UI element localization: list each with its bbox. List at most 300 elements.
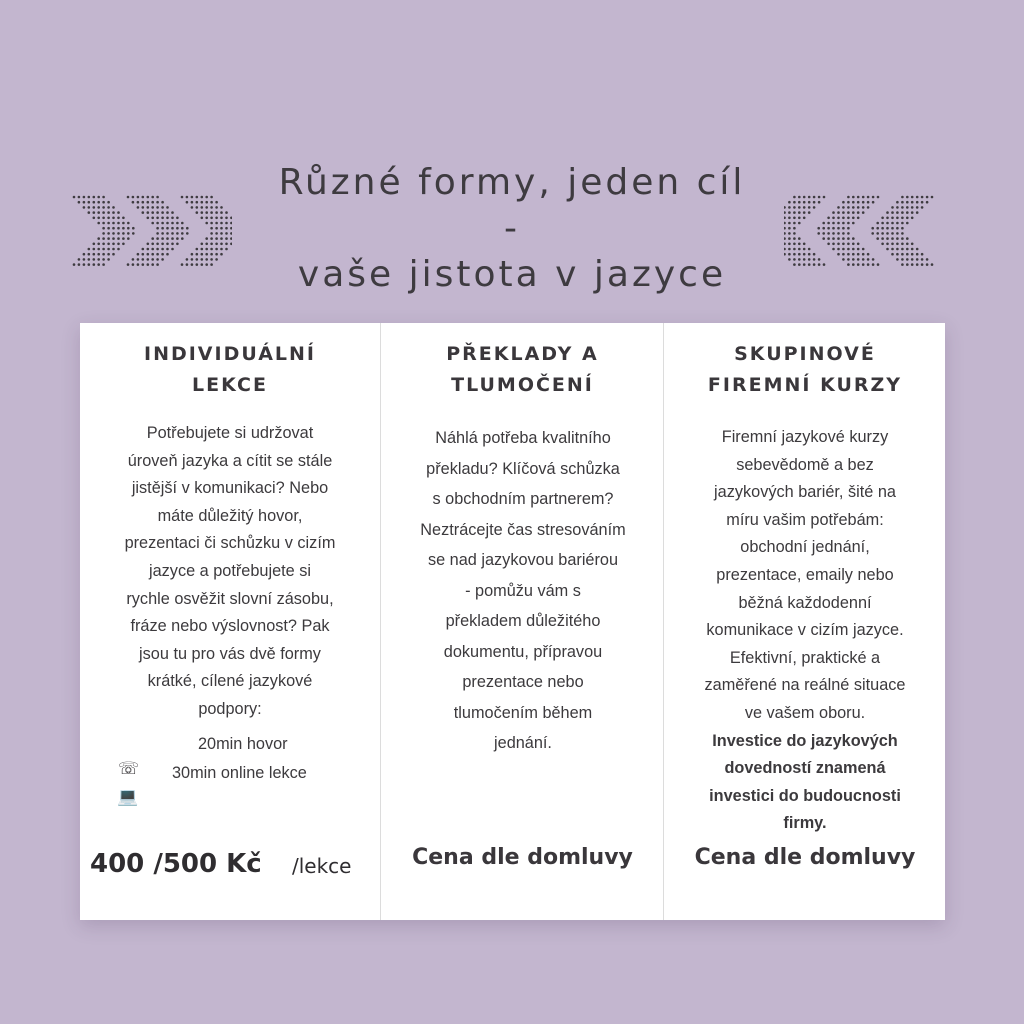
decoration-dot	[906, 206, 909, 209]
column-title	[381, 339, 664, 401]
decoration-dot	[151, 201, 154, 204]
decoration-dot	[122, 227, 125, 230]
decoration-dot	[867, 253, 870, 256]
decoration-dot	[166, 217, 169, 220]
decoration-dot	[916, 206, 919, 209]
decoration-dot	[176, 222, 179, 225]
decoration-dot	[156, 253, 159, 256]
decoration-dot	[127, 222, 130, 225]
decoration-dot	[808, 201, 811, 204]
text-line: úroveň jazyka a cítit se stále	[127, 451, 333, 470]
decoration-dot	[823, 196, 826, 199]
decoration-dot	[142, 263, 145, 266]
decoration-dot	[142, 258, 145, 261]
decoration-dot	[166, 248, 169, 251]
decoration-dot	[137, 253, 140, 256]
decoration-dot	[906, 253, 909, 256]
decoration-dot	[102, 237, 105, 240]
decoration-dot	[93, 211, 96, 214]
decoration-dot	[122, 232, 125, 235]
decoration-dot	[117, 222, 120, 225]
decoration-dot	[911, 248, 914, 251]
decoration-dot	[196, 206, 199, 209]
decoration-dot	[220, 243, 223, 246]
decoration-dot	[857, 263, 860, 266]
decoration-dot	[191, 258, 194, 261]
decoration-dot	[837, 217, 840, 220]
decoration-dot	[201, 217, 204, 220]
decoration-dot	[102, 232, 105, 235]
decoration-dot	[117, 227, 120, 230]
column-description	[678, 424, 932, 838]
decoration-dot	[151, 217, 154, 220]
text-line: - pomůžu vám s	[465, 581, 581, 600]
decoration-dot	[793, 243, 796, 246]
decoration-dot	[847, 222, 850, 225]
decoration-dot	[891, 232, 894, 235]
decoration-dot	[852, 243, 855, 246]
decoration-dot	[906, 201, 909, 204]
decoration-dot	[151, 253, 154, 256]
decoration-dot	[78, 258, 81, 261]
decoration-dot	[215, 232, 218, 235]
decoration-dot	[784, 232, 786, 235]
decoration-dot	[798, 263, 801, 266]
decoration-dot	[793, 211, 796, 214]
price-value: Cena dle domluvy	[412, 845, 633, 870]
laptop-icon: 💻	[117, 787, 139, 807]
decoration-dot	[891, 243, 894, 246]
decoration-dot	[171, 232, 174, 235]
decoration-dot	[877, 263, 880, 266]
decoration-dot	[97, 248, 100, 251]
text-line: komunikace v cizím jazyce.	[706, 621, 904, 640]
decoration-dot	[784, 206, 786, 209]
decoration-dot	[112, 211, 115, 214]
text-line: běžná každodenní	[738, 593, 872, 612]
decoration-dot	[171, 222, 174, 225]
decoration-dot	[916, 253, 919, 256]
decoration-dot	[161, 248, 164, 251]
decoration-dot	[871, 227, 874, 230]
decoration-dot	[784, 227, 786, 230]
decoration-dot	[166, 222, 169, 225]
decoration-dot	[921, 206, 924, 209]
decoration-dot	[876, 222, 879, 225]
decoration-dot	[808, 263, 811, 266]
decoration-dot	[901, 201, 904, 204]
decoration-dot	[88, 201, 91, 204]
text-line: překladu? Klíčová schůzka	[426, 459, 620, 478]
decoration-dot	[102, 211, 105, 214]
decoration-dot	[916, 196, 919, 199]
decoration-dot	[808, 248, 811, 251]
decoration-dot	[832, 243, 835, 246]
decoration-dot	[171, 237, 174, 240]
decoration-dot	[827, 222, 830, 225]
decoration-dot	[788, 243, 791, 246]
decoration-dot	[847, 263, 850, 266]
dotted-chevron-right-decoration	[72, 193, 232, 267]
decoration-dot	[803, 206, 806, 209]
decoration-dot	[215, 211, 218, 214]
text-line: zaměřené na reálné situace	[704, 676, 906, 695]
decoration-dot	[107, 243, 110, 246]
decoration-dot	[107, 253, 110, 256]
decoration-dot	[161, 232, 164, 235]
decoration-dot	[151, 258, 154, 261]
decoration-dot	[210, 253, 213, 256]
decoration-dot	[191, 201, 194, 204]
decoration-dot	[852, 258, 855, 261]
decoration-dot	[901, 227, 904, 230]
decoration-dot	[205, 201, 208, 204]
decoration-dot	[220, 217, 223, 220]
column-description	[399, 423, 647, 759]
decoration-dot	[798, 222, 801, 225]
decoration-dot	[837, 206, 840, 209]
decoration-dot	[215, 253, 218, 256]
decoration-dot	[122, 217, 125, 220]
column-title-line: LEKCE	[192, 374, 268, 396]
decoration-dot	[813, 253, 816, 256]
decoration-dot	[896, 237, 899, 240]
decoration-dot	[201, 253, 204, 256]
decoration-dot	[156, 227, 159, 230]
decoration-dot	[808, 206, 811, 209]
decoration-dot	[225, 237, 228, 240]
decoration-dot	[210, 222, 213, 225]
decoration-dot	[201, 243, 204, 246]
decoration-dot	[205, 237, 208, 240]
decoration-dot	[171, 217, 174, 220]
decoration-dot	[97, 211, 100, 214]
decoration-dot	[916, 211, 919, 214]
decoration-dot	[852, 222, 855, 225]
decoration-dot	[837, 253, 840, 256]
decoration-dot	[97, 243, 100, 246]
decoration-dot	[220, 237, 223, 240]
decoration-dot	[137, 258, 140, 261]
decoration-dot	[881, 222, 884, 225]
text-line: tlumočením během	[453, 703, 593, 722]
decoration-dot	[132, 232, 135, 235]
text-line: s obchodním partnerem?	[432, 490, 614, 508]
decoration-dot	[205, 206, 208, 209]
decoration-dot	[872, 196, 875, 199]
decoration-dot	[817, 227, 820, 230]
decoration-dot	[191, 253, 194, 256]
text-line: ve vašem oboru.	[744, 703, 866, 722]
decoration-dot	[832, 227, 835, 230]
decoration-dot	[827, 232, 830, 235]
decoration-dot	[93, 196, 96, 199]
decoration-dot	[142, 201, 145, 204]
decoration-dot	[156, 237, 159, 240]
decoration-dot	[901, 237, 904, 240]
decoration-dot	[837, 211, 840, 214]
text-line: jednání.	[494, 734, 552, 752]
decoration-dot	[93, 243, 96, 246]
decoration-dot	[827, 243, 830, 246]
decoration-dot	[784, 243, 786, 246]
text-line: podpory:	[198, 699, 262, 718]
decoration-dot	[822, 232, 825, 235]
decoration-dot	[842, 222, 845, 225]
decoration-dot	[808, 211, 811, 214]
decoration-dot	[798, 211, 801, 214]
decoration-dot	[852, 206, 855, 209]
decoration-dot	[793, 237, 796, 240]
decoration-dot	[862, 258, 865, 261]
decoration-dot	[827, 227, 830, 230]
decoration-dot	[142, 253, 145, 256]
decoration-dot	[156, 201, 159, 204]
decoration-dot	[196, 258, 199, 261]
decoration-dot	[842, 217, 845, 220]
decoration-dot	[818, 196, 821, 199]
decoration-dot	[896, 201, 899, 204]
decoration-dot	[147, 201, 150, 204]
decoration-dot	[881, 237, 884, 240]
decoration-dot	[78, 196, 81, 199]
decoration-dot	[896, 217, 899, 220]
decoration-dot	[842, 227, 845, 230]
decoration-dot	[857, 217, 860, 220]
decoration-dot	[191, 196, 194, 199]
decoration-dot	[220, 206, 223, 209]
decoration-dot	[225, 222, 228, 225]
decoration-dot	[230, 243, 232, 246]
decoration-dot	[901, 232, 904, 235]
decoration-dot	[161, 253, 164, 256]
decoration-dot	[808, 196, 811, 199]
decoration-dot	[862, 263, 865, 266]
decoration-dot	[852, 263, 855, 266]
decoration-dot	[176, 227, 179, 230]
text-line: sebevědomě a bez	[736, 455, 874, 474]
decoration-dot	[107, 248, 110, 251]
decoration-dot	[803, 243, 806, 246]
decoration-dot	[215, 227, 218, 230]
decoration-dot	[191, 263, 194, 266]
decoration-dot	[88, 253, 91, 256]
decoration-dot	[88, 263, 91, 266]
decoration-dot	[78, 201, 81, 204]
decoration-dot	[931, 196, 934, 199]
decoration-dot	[132, 227, 135, 230]
decoration-dot	[852, 211, 855, 214]
decoration-dot	[132, 196, 135, 199]
decoration-dot	[901, 243, 904, 246]
decoration-dot	[97, 196, 100, 199]
decoration-dot	[137, 201, 140, 204]
decoration-dot	[166, 243, 169, 246]
decoration-dot	[847, 232, 850, 235]
decoration-dot	[896, 253, 899, 256]
decoration-dot	[88, 206, 91, 209]
decoration-dot	[901, 211, 904, 214]
decoration-dot	[832, 222, 835, 225]
text-line: Firemní jazykové kurzy	[721, 428, 889, 446]
decoration-dot	[916, 201, 919, 204]
decoration-dot	[847, 206, 850, 209]
decoration-dot	[803, 201, 806, 204]
decoration-dot	[230, 237, 232, 240]
text-line: dovedností znamená	[724, 759, 886, 778]
decoration-dot	[201, 263, 204, 266]
decoration-dot	[161, 237, 164, 240]
decoration-dot	[842, 201, 845, 204]
headline-line-3: vaše jistota v jazyce	[297, 254, 727, 295]
decoration-dot	[788, 211, 791, 214]
decoration-dot	[852, 201, 855, 204]
decoration-dot	[886, 243, 889, 246]
decoration-dot	[862, 196, 865, 199]
decoration-dot	[876, 237, 879, 240]
decoration-dot	[818, 263, 821, 266]
decoration-dot	[921, 201, 924, 204]
decoration-dot	[842, 243, 845, 246]
decoration-dot	[813, 201, 816, 204]
decoration-dot	[886, 232, 889, 235]
decoration-dot	[876, 227, 879, 230]
decoration-dot	[102, 196, 105, 199]
decoration-dot	[132, 201, 135, 204]
decoration-dot	[842, 253, 845, 256]
decoration-dot	[225, 243, 228, 246]
decoration-dot	[862, 248, 865, 251]
decoration-dot	[901, 253, 904, 256]
text-line: investici do budoucnosti	[709, 786, 901, 805]
decoration-dot	[186, 201, 189, 204]
decoration-dot	[196, 263, 199, 266]
decoration-dot	[142, 206, 145, 209]
decoration-dot	[818, 201, 821, 204]
text-line: firmy.	[783, 814, 827, 833]
decoration-dot	[142, 248, 145, 251]
text-line: jazykových bariér, šité na	[714, 483, 896, 502]
decoration-dot	[161, 206, 164, 209]
text-line: překladem důležitého	[445, 612, 601, 630]
decoration-dot	[911, 196, 914, 199]
decoration-dot	[793, 201, 796, 204]
decoration-dot	[201, 206, 204, 209]
decoration-dot	[906, 263, 909, 266]
decoration-dot	[215, 217, 218, 220]
decoration-dot	[896, 227, 899, 230]
decoration-dot	[73, 196, 76, 199]
decoration-dot	[205, 253, 208, 256]
decoration-dot	[210, 227, 213, 230]
decoration-dot	[201, 196, 204, 199]
decoration-dot	[201, 248, 204, 251]
decoration-dot	[877, 196, 880, 199]
decoration-dot	[151, 243, 154, 246]
decoration-dot	[102, 217, 105, 220]
decoration-dot	[196, 248, 199, 251]
decoration-dot	[97, 201, 100, 204]
decoration-dot	[88, 211, 91, 214]
decoration-dot	[93, 217, 96, 220]
decoration-dot	[112, 222, 115, 225]
column-translations	[380, 323, 664, 920]
decoration-dot	[205, 217, 208, 220]
decoration-dot	[156, 222, 159, 225]
decoration-dot	[803, 196, 806, 199]
decoration-dot	[161, 258, 164, 261]
decoration-dot	[926, 196, 929, 199]
column-title-line: FIREMNÍ KURZY	[707, 374, 903, 396]
text-line: jsou tu pro vás dvě formy	[139, 644, 321, 663]
decoration-dot	[842, 237, 845, 240]
decoration-dot	[842, 232, 845, 235]
decoration-dot	[151, 263, 154, 266]
decoration-dot	[803, 217, 806, 220]
decoration-dot	[926, 201, 929, 204]
decoration-dot	[798, 206, 801, 209]
text-line: dokumentu, přípravou	[443, 642, 603, 661]
decoration-dot	[793, 196, 796, 199]
decoration-dot	[832, 217, 835, 220]
text-line: Náhlá potřeba kvalitního	[435, 429, 611, 447]
decoration-dot	[220, 248, 223, 251]
decoration-dot	[827, 217, 830, 220]
decoration-dot	[117, 243, 120, 246]
price-value: 400 /500 Kč	[90, 849, 262, 879]
highlight-text	[678, 728, 932, 838]
decoration-dot	[857, 248, 860, 251]
decoration-dot	[788, 258, 791, 261]
decoration-dot	[156, 206, 159, 209]
decoration-dot	[813, 206, 816, 209]
decoration-dot	[872, 201, 875, 204]
decoration-dot	[88, 248, 91, 251]
decoration-dot	[210, 243, 213, 246]
decoration-dot	[97, 217, 100, 220]
decoration-dot	[156, 243, 159, 246]
decoration-dot	[156, 248, 159, 251]
decoration-dot	[220, 227, 223, 230]
text-line: Potřebujete si udržovat	[146, 424, 314, 442]
decoration-dot	[857, 258, 860, 261]
decoration-dot	[793, 248, 796, 251]
decoration-dot	[901, 222, 904, 225]
decoration-dot	[784, 211, 786, 214]
decoration-dot	[107, 217, 110, 220]
decoration-dot	[112, 243, 115, 246]
decoration-dot	[210, 258, 213, 261]
decoration-dot	[852, 237, 855, 240]
decoration-dot	[803, 253, 806, 256]
decoration-dot	[97, 263, 100, 266]
decoration-dot	[102, 253, 105, 256]
decoration-dot	[83, 201, 86, 204]
decoration-dot	[117, 248, 120, 251]
decoration-dot	[886, 217, 889, 220]
decoration-dot	[857, 243, 860, 246]
decoration-dot	[166, 232, 169, 235]
decoration-dot	[142, 211, 145, 214]
decoration-dot	[147, 217, 150, 220]
decoration-dot	[215, 243, 218, 246]
decoration-dot	[881, 232, 884, 235]
decoration-dot	[97, 206, 100, 209]
decoration-dot	[818, 258, 821, 261]
decoration-dot	[186, 258, 189, 261]
decoration-dot	[132, 263, 135, 266]
text-line: jazyce a potřebujete si	[148, 561, 311, 580]
